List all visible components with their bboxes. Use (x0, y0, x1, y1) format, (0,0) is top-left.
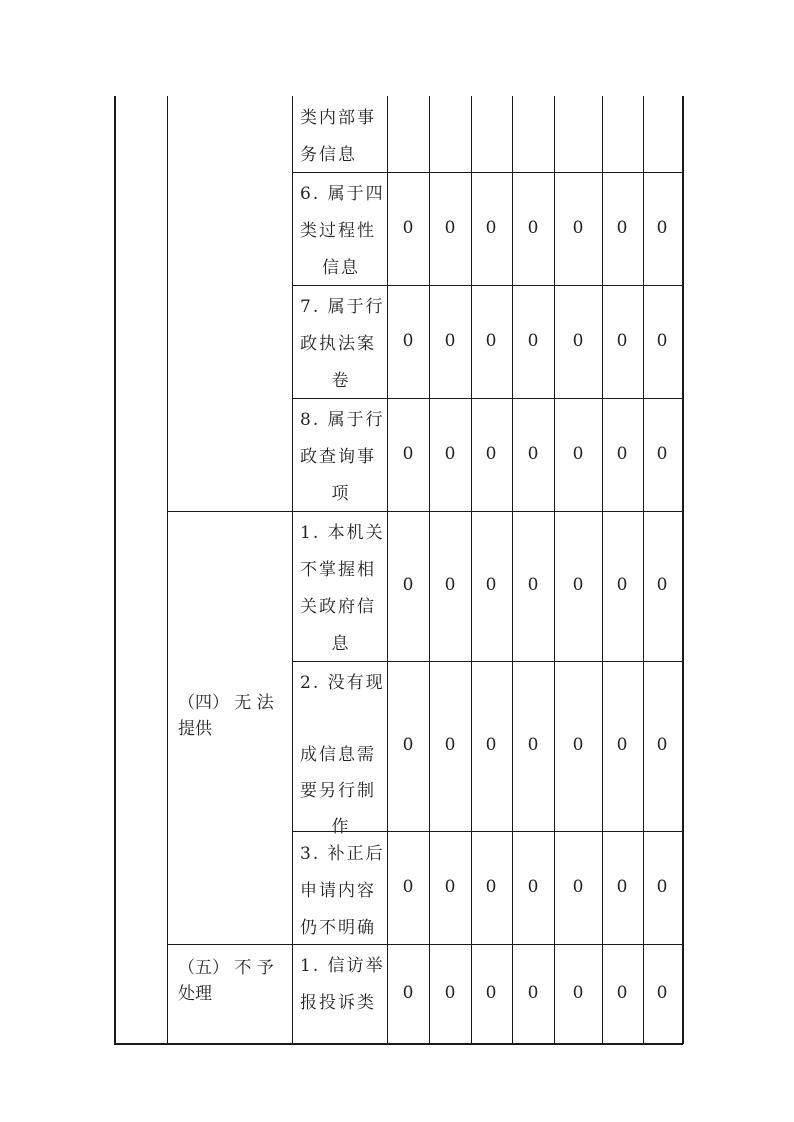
table-cell-value: 0 (527, 217, 539, 238)
row-label-line: 务信息 (300, 145, 357, 165)
table-cell-value: 0 (485, 982, 497, 1003)
table-cell-value: 0 (656, 982, 668, 1003)
table-cell-value: 0 (616, 982, 628, 1003)
table-cell-value: 0 (572, 217, 584, 238)
table-cell-value: 0 (656, 735, 668, 755)
table-cell-value: 0 (402, 735, 414, 755)
table-cell-value: 0 (656, 330, 668, 351)
row-label-line: 要另行制 (300, 781, 376, 801)
table-cell-value: 0 (527, 443, 539, 464)
table-cell-value: 0 (572, 876, 584, 897)
table-cell-value: 0 (572, 982, 584, 1003)
table-col-divider (167, 96, 168, 1044)
table-cell-value: 0 (402, 217, 414, 238)
table-col-divider (512, 96, 513, 1044)
group-label-line: （四） 无 法 (178, 693, 274, 713)
table-cell-value: 0 (485, 443, 497, 464)
table-cell-value: 0 (402, 876, 414, 897)
table-cell-value: 0 (485, 217, 497, 238)
row-label-line: 信息 (322, 258, 360, 278)
table-cell-value: 0 (485, 330, 497, 351)
row-label-line: 1. 信访举 (300, 956, 385, 976)
table-cell-value: 0 (402, 443, 414, 464)
group-label-no-provide (178, 690, 274, 742)
table-cell-value: 0 (572, 735, 584, 755)
row-label-line: 报投诉类 (300, 993, 376, 1013)
table-cell-value: 0 (402, 330, 414, 351)
table-cell-value: 0 (616, 876, 628, 897)
table-cell-value: 0 (527, 876, 539, 897)
row-label-line: 2. 没有现 (300, 673, 385, 693)
table-cell-value: 0 (527, 330, 539, 351)
table-cell-value: 0 (402, 982, 414, 1003)
table-col-divider (554, 96, 555, 1044)
table-cell-value: 0 (402, 575, 414, 595)
row-label-line: 成信息需 (300, 745, 376, 765)
row-divider (292, 398, 683, 399)
table-cell-value: 0 (485, 876, 497, 897)
table-col-divider (471, 96, 472, 1044)
row-label-line: 类内部事 (300, 108, 376, 128)
table-cell-value: 0 (656, 876, 668, 897)
table-cell-value: 0 (572, 330, 584, 351)
group-divider (167, 511, 683, 512)
table-col-divider (429, 96, 430, 1044)
table-cell-value: 0 (616, 443, 628, 464)
row-label-line: 息 (331, 634, 351, 654)
table-border-bottom (114, 1043, 683, 1045)
table-cell-value: 0 (444, 443, 456, 464)
group-label-line: 提供 (178, 719, 212, 739)
table-cell-value: 0 (656, 443, 668, 464)
table-cell-value: 0 (444, 217, 456, 238)
table-col-divider (292, 96, 293, 1044)
row-label-line: 关政府信 (300, 597, 376, 617)
group-label-not-handle (178, 955, 274, 1007)
table-border-left (114, 96, 116, 1044)
row-label-line: 类过程性 (300, 221, 376, 241)
group-label-line: （五） 不 予 (178, 958, 274, 978)
table-cell-value: 0 (616, 217, 628, 238)
row-label-line: 6. 属于四 (300, 184, 385, 204)
table-cell-value: 0 (444, 330, 456, 351)
table-border-right (682, 96, 684, 1044)
row-label-line: 申请内容 (300, 881, 376, 901)
table-cell-value: 0 (527, 982, 539, 1003)
table-cell-value: 0 (572, 575, 584, 595)
table-cell-value: 0 (485, 735, 497, 755)
table-cell-value: 0 (572, 443, 584, 464)
row-label-line: 8. 属于行 (300, 410, 385, 430)
row-divider (292, 661, 683, 662)
table-cell-value: 0 (616, 575, 628, 595)
row-label-line: 政查询事 (300, 447, 376, 467)
row-label-line: 7. 属于行 (300, 297, 385, 317)
table-cell-value: 0 (656, 217, 668, 238)
row-label-line: 1. 本机关 (300, 523, 385, 543)
table-cell-value: 0 (444, 735, 456, 755)
row-label-line: 不掌握相 (300, 560, 376, 580)
group-divider (167, 944, 683, 945)
row-label-line: 3. 补正后 (300, 844, 385, 864)
group-label-line: 处理 (178, 984, 212, 1004)
table-cell-value: 0 (527, 735, 539, 755)
table-cell-value: 0 (616, 735, 628, 755)
table-cell-value: 0 (527, 575, 539, 595)
table-cell-value: 0 (485, 575, 497, 595)
row-label-line: 政执法案 (300, 334, 376, 354)
table-cell-value: 0 (656, 575, 668, 595)
table-col-divider (643, 96, 644, 1044)
table-cell-value: 0 (616, 330, 628, 351)
row-divider (292, 172, 683, 173)
table-cell-value: 0 (444, 575, 456, 595)
table-cell-value: 0 (444, 876, 456, 897)
row-label-line: 作 (331, 817, 351, 837)
table-col-divider (602, 96, 603, 1044)
row-label-line: 卷 (331, 371, 351, 391)
table-cell-value: 0 (444, 982, 456, 1003)
row-label-line: 仍不明确 (300, 918, 376, 938)
table-col-divider (387, 96, 388, 1044)
row-divider (292, 285, 683, 286)
row-label-line: 项 (331, 484, 351, 504)
